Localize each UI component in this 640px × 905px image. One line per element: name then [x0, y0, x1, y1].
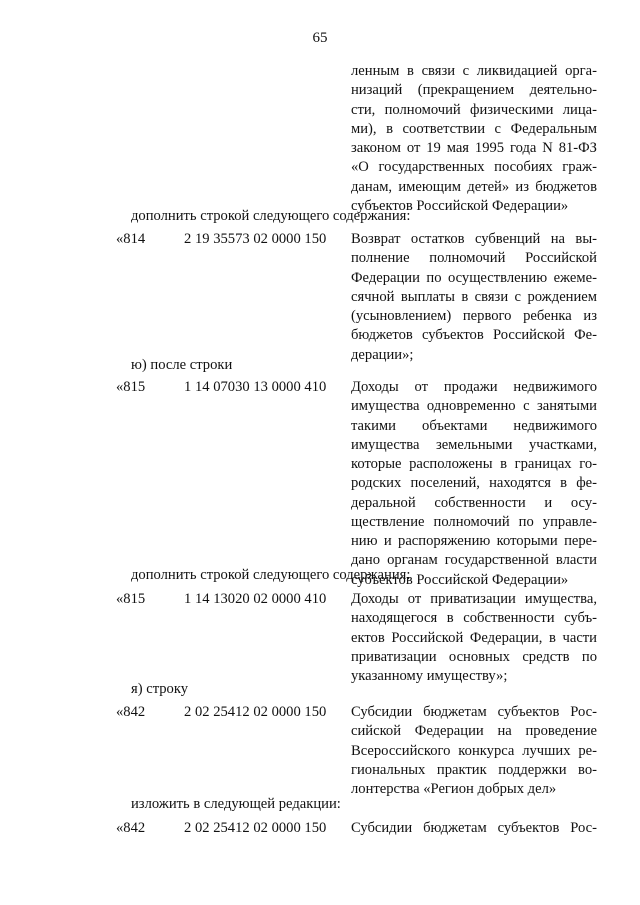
instruction-add-row-2: дополнить строкой следующего содержания: — [131, 567, 411, 583]
text-line: ленным в связи с ликвидацией орга- — [351, 63, 597, 79]
text-line: Возврат остатков субвенций на вы- — [351, 231, 597, 247]
text-line: имущества одновременно с занятыми — [351, 398, 597, 415]
text-line: такими объектами недвижимого — [351, 417, 597, 434]
budget-classification-code: 1 14 13020 02 0000 410 — [184, 591, 327, 607]
text-line: имущества земельными участками, — [351, 436, 597, 453]
admin-code: «842 — [116, 704, 146, 720]
text-line: «О государственных пособиях граж- — [351, 159, 597, 176]
text-line: которые расположены в границах го- — [351, 456, 597, 472]
text-line: Субсидии бюджетам субъектов Рос- — [351, 704, 597, 720]
text-line: (усыновлением) первого ребенка из — [351, 308, 597, 324]
text-line: ектов Российской Федерации, в части — [351, 629, 597, 646]
text-line: дерации»; — [351, 346, 414, 363]
text-line: Всероссийского конкурса лучших ре- — [351, 742, 597, 759]
text-line: сячной выплаты в связи с рождением — [351, 288, 597, 305]
row-description — [351, 819, 597, 838]
row-description — [351, 590, 597, 686]
admin-code: «842 — [116, 820, 146, 836]
text-line: субъектов Российской Федерации» — [351, 197, 569, 214]
text-line: лонтерства «Регион добрых дел» — [351, 781, 557, 797]
text-line: данам, имеющим детей» из бюджетов — [351, 178, 597, 195]
text-line: сти, полномочий физическими лица- — [351, 101, 597, 118]
row-description — [351, 230, 597, 365]
budget-classification-code: 2 19 35573 02 0000 150 — [184, 231, 327, 247]
text-line: субъектов Российской Федерации» — [351, 571, 569, 588]
instruction-after-row: ю) после строки — [131, 357, 233, 373]
row-description — [351, 378, 597, 590]
instruction-new-wording: изложить в следующей редакции: — [131, 796, 341, 812]
text-line: нию и распоряжению которыми пере- — [351, 533, 597, 549]
budget-classification-code: 1 14 07030 13 0000 410 — [184, 379, 327, 395]
text-line: бюджетов субъектов Российской Фе- — [351, 327, 597, 344]
budget-classification-code: 2 02 25412 02 0000 150 — [184, 704, 327, 720]
text-line: гиональных практик поддержки во- — [351, 761, 597, 778]
text-line: ми), в соответствии с Федеральным — [351, 120, 597, 137]
text-line: находящегося в собственности субъ- — [351, 610, 597, 627]
text-line: деральной собственности и осу- — [351, 494, 597, 511]
text-line: указанному имуществу»; — [351, 668, 508, 684]
admin-code: «814 — [116, 231, 146, 247]
text-line: Доходы от приватизации имущества, — [351, 591, 597, 607]
text-line: ществление полномочий по управле- — [351, 513, 597, 530]
text-line: дано органам государственной власти — [351, 552, 597, 569]
text-line: приватизации основных средств по — [351, 648, 597, 665]
continuation-text — [351, 62, 597, 216]
admin-code: «815 — [116, 591, 146, 607]
text-line: полнение полномочий Российской — [351, 250, 597, 267]
text-line: сийской Федерации на проведение — [351, 723, 597, 740]
text-line: Субсидии бюджетам субъектов Рос- — [351, 820, 597, 836]
text-line: низаций (прекращением деятельно- — [351, 82, 597, 99]
instruction-add-row-1: дополнить строкой следующего содержания: — [131, 208, 411, 224]
text-line: Федерации по осуществлению ежеме- — [351, 269, 597, 286]
instruction-row: я) строку — [131, 681, 189, 697]
admin-code: «815 — [116, 379, 146, 395]
budget-classification-code: 2 02 25412 02 0000 150 — [184, 820, 327, 836]
page-number: 65 — [312, 30, 328, 46]
text-line: Доходы от продажи недвижимого — [351, 379, 597, 395]
row-description — [351, 703, 597, 799]
text-line: родских поселений, находятся в фе- — [351, 475, 597, 492]
text-line: законом от 19 мая 1995 года N 81-ФЗ — [351, 140, 597, 156]
